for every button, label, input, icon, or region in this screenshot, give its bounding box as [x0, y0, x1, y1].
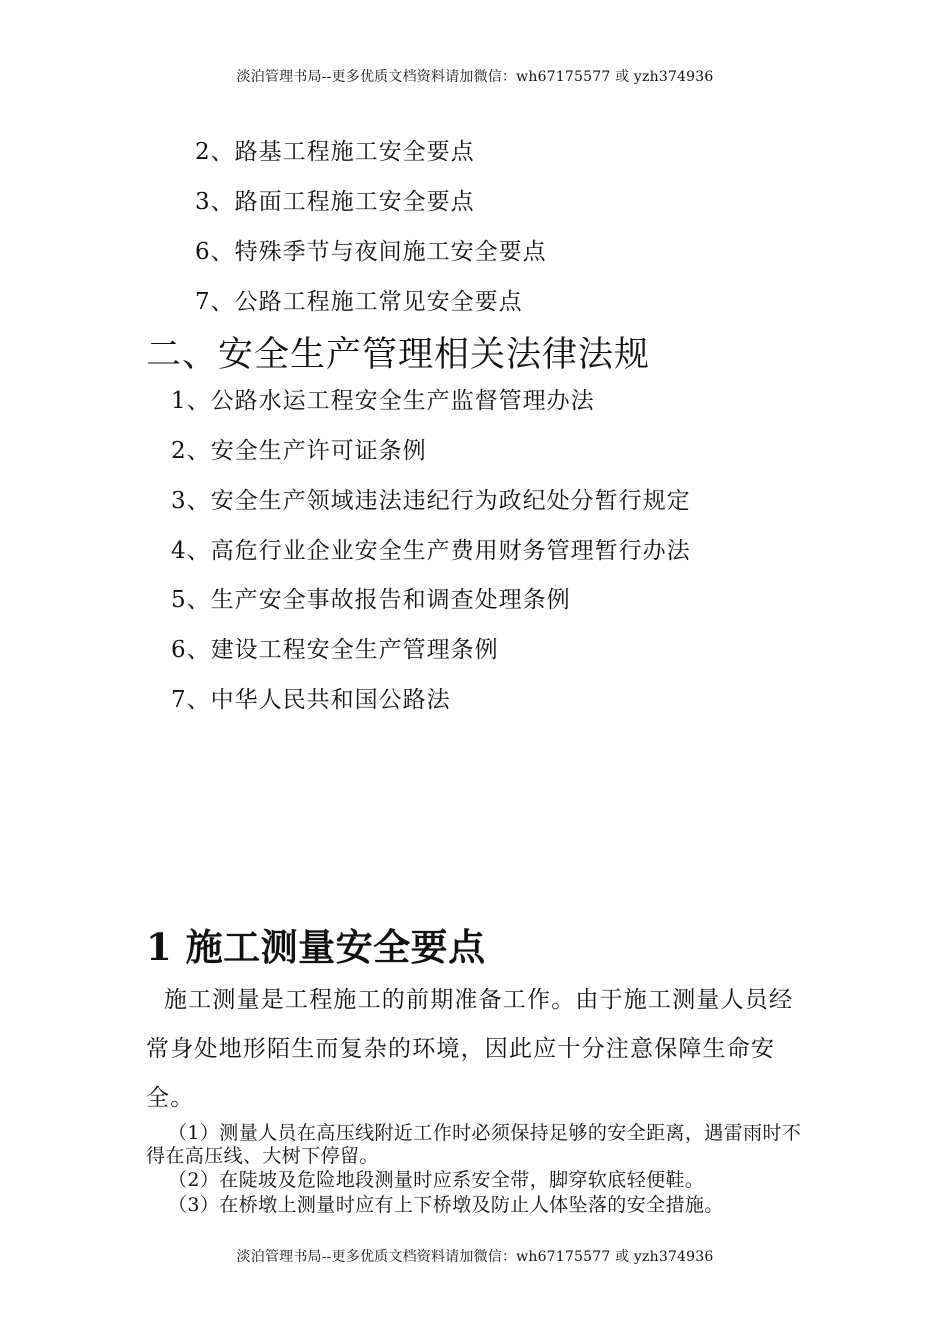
law-item: 7、中华人民共和国公路法	[171, 687, 451, 713]
toc-item: 7、公路工程施工常见安全要点	[195, 289, 523, 315]
toc-item: 3、路面工程施工安全要点	[195, 189, 475, 215]
law-item: 3、安全生产领域违法违纪行为政纪处分暂行规定	[171, 488, 691, 514]
page-footer: 淡泊管理书局--更多优质文档资料请加微信：wh67175577 或 yzh374936	[236, 1249, 714, 1265]
law-item: 6、建设工程安全生产管理条例	[171, 637, 499, 663]
intro-paragraph: 施工测量是工程施工的前期准备工作。由于施工测量人员经常身处地形陌生而复杂的环境，因此应十分注意保障生命安全。	[146, 987, 794, 1111]
law-item: 4、高危行业企业安全生产费用财务管理暂行办法	[171, 538, 691, 564]
law-item: 1、公路水运工程安全生产监督管理办法	[171, 388, 595, 414]
toc-item: 6、特殊季节与夜间施工安全要点	[195, 239, 547, 265]
toc-item: 2、路基工程施工安全要点	[195, 139, 475, 165]
law-item: 2、安全生产许可证条例	[171, 438, 427, 464]
page-header: 淡泊管理书局--更多优质文档资料请加微信：wh67175577 或 yzh374936	[236, 69, 714, 85]
chapter-heading: 1 施工测量安全要点	[146, 925, 486, 969]
safety-rule: （3）在桥墩上测量时应有上下桥墩及防止人体坠落的安全措施。	[168, 1194, 724, 1216]
law-item: 5、生产安全事故报告和调查处理条例	[171, 587, 571, 613]
safety-rule: （2）在陡坡及危险地段测量时应系安全带，脚穿软底轻便鞋。	[168, 1169, 705, 1191]
section-title: 二、安全生产管理相关法律法规	[146, 335, 651, 375]
safety-rule: （1）测量人员在高压线附近工作时必须保持足够的安全距离，遇雷雨时不得在高压线、大树下停留。	[146, 1122, 802, 1167]
